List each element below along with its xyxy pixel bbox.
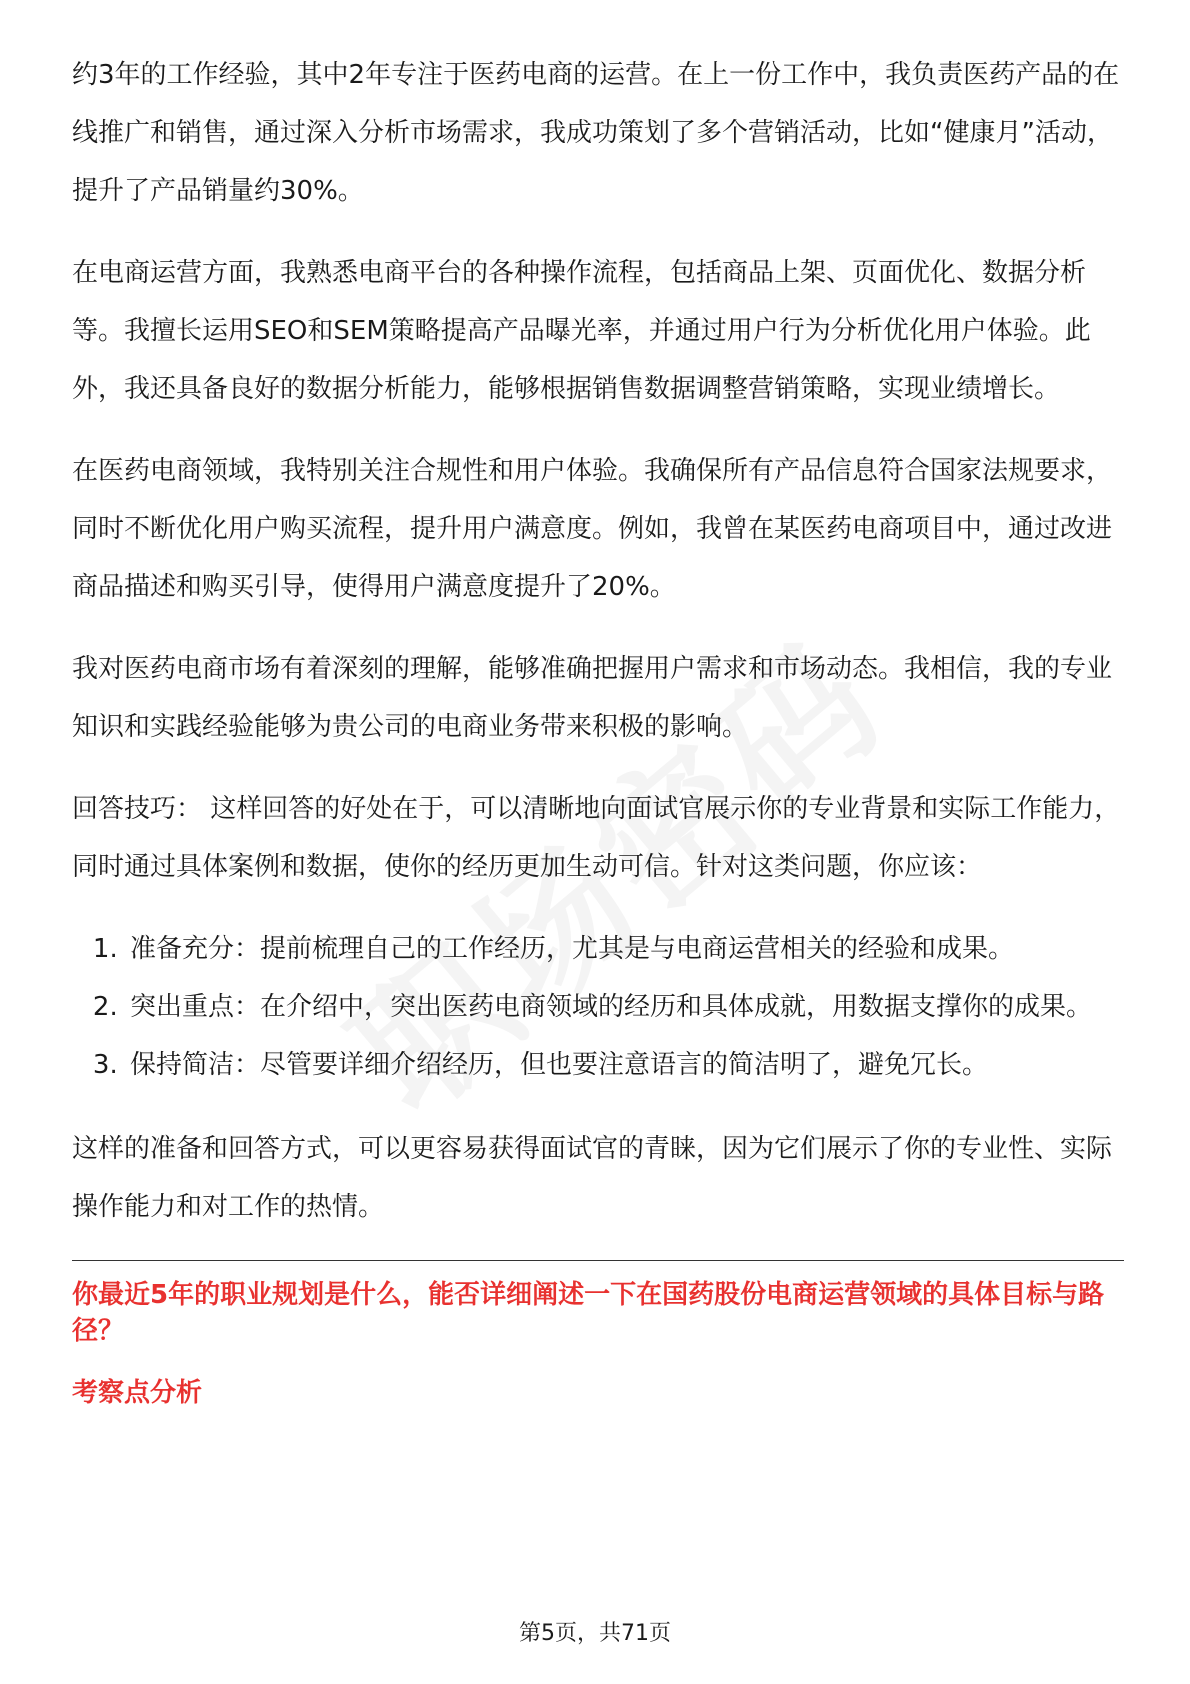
paragraph-understanding: 我对医药电商市场有着深刻的理解，能够准确把握用户需求和市场动态。我相信，我的专业知识和实践经验能够为贵公司的电商业务带来积极的影响。 [72,654,1113,742]
question-heading: 你最近5年的职业规划是什么，能否详细阐述一下在国药股份电商运营领域的具体目标与路径？ [72,1280,1105,1346]
paragraph-operations: 在电商运营方面，我熟悉电商平台的各种操作流程，包括商品上架、页面优化、数据分析等。我擅长运用SEO和SEM策略提高产品曝光率，并通过用户行为分析优化用户体验。此外，我还具备良好的数据分析能力，能够根据销售数据调整营销策略，实现业绩增长。 [72,258,1091,404]
divider [72,1260,1124,1261]
list-item: 1. 准备充分：提前梳理自己的工作经历，尤其是与电商运营相关的经验和成果。 [126,920,1124,978]
document-body [72,46,1124,1411]
paragraph-closing: 这样的准备和回答方式，可以更容易获得面试官的青睐，因为它们展示了你的专业性、实际操作能力和对工作的热情。 [72,1134,1113,1222]
paragraph-experience: 约3年的工作经验，其中2年专注于医药电商的运营。在上一份工作中，我负责医药产品的在线推广和销售，通过深入分析市场需求，我成功策划了多个营销活动，比如“健康月”活动，提升了产品销量约30%。 [72,60,1120,206]
section-title: 考察点分析 [72,1378,203,1408]
paragraph-answer-tips: 回答技巧： 这样回答的好处在于，可以清晰地向面试官展示你的专业背景和实际工作能力，同时通过具体案例和数据，使你的经历更加生动可信。针对这类问题，你应该： [72,794,1121,882]
tips-list [72,920,1124,1094]
list-item: 3. 保持简洁：尽管要详细介绍经历，但也要注意语言的简洁明了，避免冗长。 [126,1036,1124,1094]
list-item: 2. 突出重点：在介绍中，突出医药电商领域的经历和具体成就，用数据支撑你的成果。 [126,978,1124,1036]
paragraph-compliance: 在医药电商领域，我特别关注合规性和用户体验。我确保所有产品信息符合国家法规要求，同时不断优化用户购买流程，提升用户满意度。例如，我曾在某医药电商项目中，通过改进商品描述和购买引导，使得用户满意度提升了20%。 [72,456,1113,602]
page-number: 第5页，共71页 [519,1621,671,1646]
